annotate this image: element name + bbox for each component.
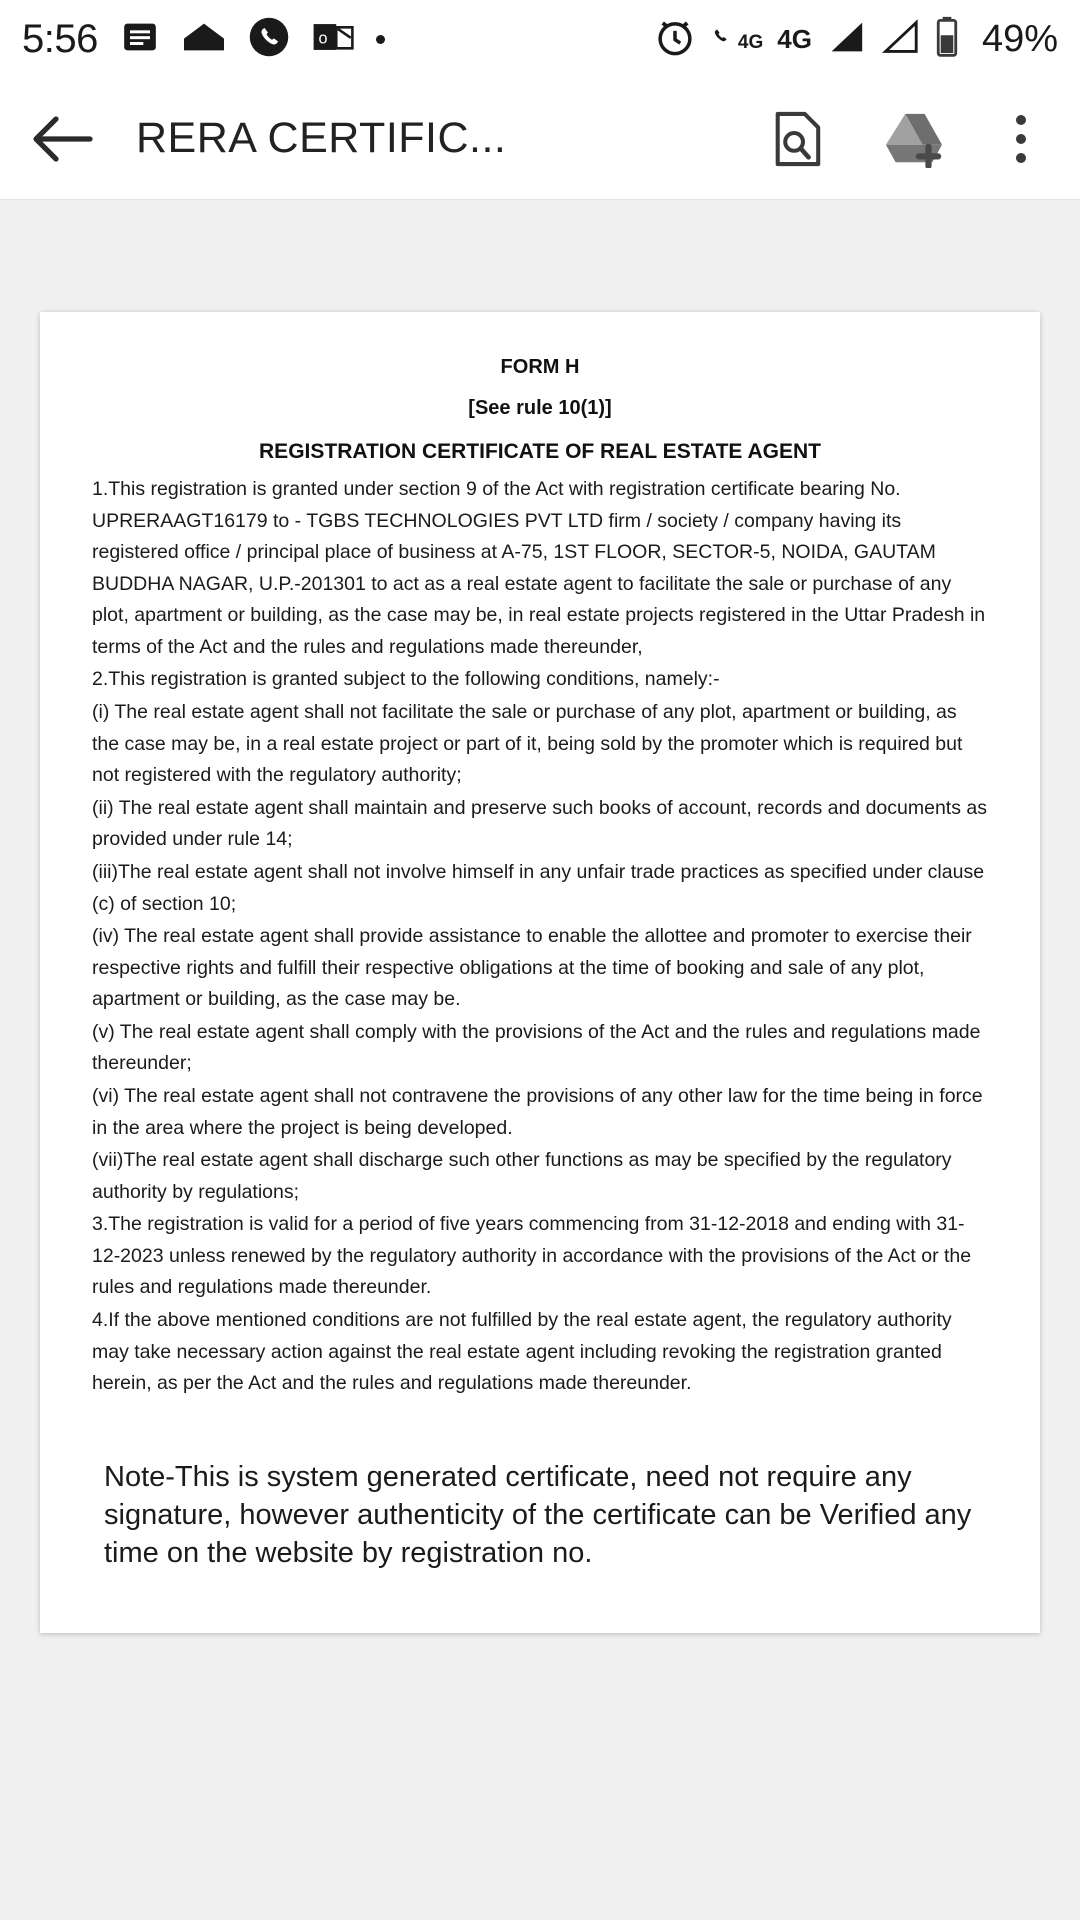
app-bar xyxy=(0,78,1080,200)
paragraph: (iii)The real estate agent shall not involve himself in any unfair trade practices as specified under clause (c) of section 10; xyxy=(92,860,985,915)
network-type-small-label: 4G xyxy=(737,32,764,53)
document-search-icon[interactable] xyxy=(770,110,824,168)
paragraph: (i) The real estate agent shall not facilitate the sale or purchase of any plot, apartment or building, as the case may be, in a real estate project or part of it, being sold by the promoter which is required but not registered with the regulatory authority; xyxy=(92,701,963,787)
document-scroll-area[interactable] xyxy=(0,200,1080,1919)
rule-reference: [See rule 10(1)] xyxy=(468,397,612,419)
battery-percent-label: 49% xyxy=(981,17,1058,60)
paragraph: (vi) The real estate agent shall not contravene the provisions of any other law for the time being in force in the area where the project is being developed. xyxy=(92,1084,983,1139)
paragraph: 1.This registration is granted under section 9 of the Act with registration certificate bearing No. UPRERAAGT16179 to - TGBS TECHNOLOGIES PVT LTD firm / society / company having its registered office / principal place of business at A-75, 1ST FLOOR, SECTOR-5, NOIDA, GAUTAM BUDDHA NAGAR, U.P.-201301 to act as a real estate agent to facilitate the sale or purchase of any plot, apartment or building, as the case may be, in real estate projects registered in the Uttar Pradesh in terms of the Act and the rules and regulations made thereunder, xyxy=(92,478,986,658)
app-bar-actions xyxy=(770,109,1050,169)
paragraph: (iv) The real estate agent shall provide assistance to enable the allottee and promoter to exercise their respective rights and fulfill their respective obligations at the time of booking and sale of any plot, apartment or building, as the case may be. xyxy=(92,925,972,1011)
paragraph: (v) The real estate agent shall comply with the provisions of the Act and the rules and regulations made thereunder; xyxy=(92,1020,981,1075)
call-4g-icon xyxy=(710,24,763,54)
certificate-body xyxy=(92,474,988,1400)
alarm-icon xyxy=(654,16,696,63)
status-bar xyxy=(0,0,1080,78)
dot-icon xyxy=(376,35,385,44)
system-generated-note: Note-This is system generated certificate, need not require any signature, however authenticity of the certificate can be Verified any time on the website by registration no. xyxy=(104,1460,972,1570)
paragraph: 2.This registration is granted subject to the following conditions, namely:- xyxy=(92,668,720,691)
status-system-icons xyxy=(654,16,1058,63)
paragraph: 3.The registration is valid for a period of five years commencing from 31-12-2018 and ending with 31-12-2023 unless renewed by the regulatory authority in accordance with the provisions of the Act or the rules and regulations made thereunder. xyxy=(92,1213,972,1299)
paragraph: 4.If the above mentioned conditions are not fulfilled by the real estate agent, the regulatory authority may take necessary action against the real estate agent including revoking the registration granted herein, as per the Act and the rules and regulations made thereunder. xyxy=(92,1309,952,1395)
back-arrow-icon[interactable] xyxy=(30,111,94,167)
status-clock: 5:56 xyxy=(22,16,98,61)
network-type-label: 4G xyxy=(777,23,812,54)
form-title: FORM H xyxy=(500,356,580,378)
certificate-heading: REGISTRATION CERTIFICATE OF REAL ESTATE AGENT xyxy=(259,440,821,463)
phone-icon xyxy=(248,16,290,63)
battery-icon xyxy=(934,16,960,63)
outlook-icon xyxy=(312,18,354,61)
message-icon xyxy=(120,17,160,62)
add-to-drive-icon[interactable] xyxy=(882,110,944,168)
paragraph: (ii) The real estate agent shall maintain and preserve such books of account, records and documents as provided under rule 14; xyxy=(92,796,987,851)
svg-text:o: o xyxy=(318,28,328,47)
signal-muted-icon xyxy=(880,19,920,60)
status-notification-icons xyxy=(120,16,385,63)
signal-icon xyxy=(826,19,866,60)
document-page xyxy=(40,312,1040,1633)
paragraph: (vii)The real estate agent shall discharge such other functions as may be specified by the regulatory authority by regulations; xyxy=(92,1149,952,1203)
more-options-icon[interactable] xyxy=(1002,109,1040,169)
home-icon xyxy=(182,17,226,62)
page-title: RERA CERTIFIC... xyxy=(136,114,507,162)
